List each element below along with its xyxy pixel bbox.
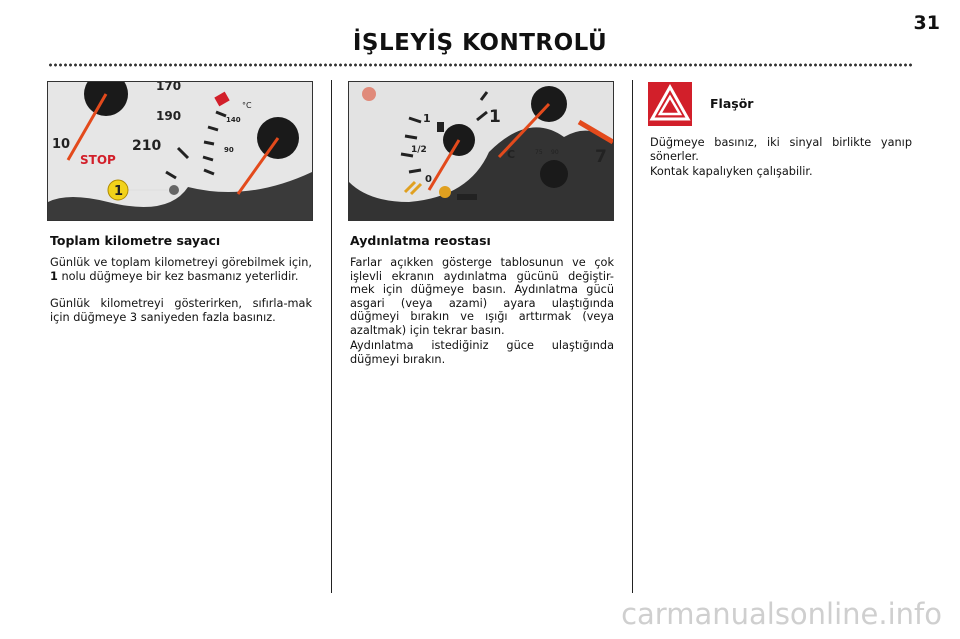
rheostat-paragraph-1: Farlar açıkken gösterge tablosunun ve çok işlevli ekranın aydınlatma gücünü değiştir-mek için düğmeye basın. Aydınlatma gücü asgari (veya azami) ayara ulaştığında düğmeyi bırakın ve ışığı arttırmak (veya azaltmak) için tekrar basın. [350,256,614,337]
odometer-heading: Toplam kilometre sayacı [50,233,221,248]
gauge-number: 210 [132,138,162,154]
temp-mark: C [507,148,516,161]
rheostat-heading: Aydınlatma reostası [350,233,491,248]
rheostat-paragraph-2: Aydınlatma istediğiniz güce ulaştığında düğmeyi bırakın. [350,339,614,366]
rheostat-figure [348,81,614,221]
hazard-paragraph-1: Düğmeye basınız, iki sinyal birlikte yanıp sönerler. [650,136,912,163]
hazard-heading: Flaşör [710,96,754,111]
title-dotted-rule [48,63,914,67]
odometer-paragraph-2: Günlük kilometreyi gösterirken, sıfırla-mak için düğmeye 3 saniyeden fazla basınız. [50,297,312,324]
temp-mark: 75 [535,149,543,156]
watermark: carmanualsonline.info [621,597,942,631]
odometer-paragraph-1 [50,256,312,283]
fuel-mark: 1/2 [411,145,427,155]
page-number: 31 [913,12,940,34]
page-title: İŞLEYİŞ KONTROLÜ [352,30,608,56]
hazard-paragraph-2: Kontak kapalıyken çalışabilir. [650,165,813,178]
speedometer-illustration [48,82,312,220]
callout-1: 1 [489,107,501,127]
fuel-mark: 0 [425,174,432,185]
hazard-button-illustration [648,82,692,126]
odometer-figure [47,81,313,221]
gauge-number: 90 [224,146,234,154]
callout-7: 7 [595,147,607,167]
temp-mark: 90 [551,149,559,156]
fuel-temp-gauge-illustration [349,82,613,220]
fuel-mark: 1 [423,112,431,125]
speed-partial: 10 [52,137,71,152]
odometer-text: Günlük ve toplam kilometreyi görebilmek için, [50,256,312,269]
gauge-number: 170 [156,82,182,93]
button-number: 1 [50,269,58,283]
column-divider-1 [331,80,332,593]
temp-unit: °C [242,101,252,110]
gauge-number: 140 [226,116,241,124]
stop-label: STOP [80,153,116,167]
hazard-warning-triangle-icon [648,82,692,126]
callout-number: 1 [114,184,124,199]
odometer-text: nolu düğmeye bir kez basmanız yeterlidir. [61,269,299,283]
column-divider-2 [632,80,633,593]
gauge-number: 190 [156,109,182,123]
